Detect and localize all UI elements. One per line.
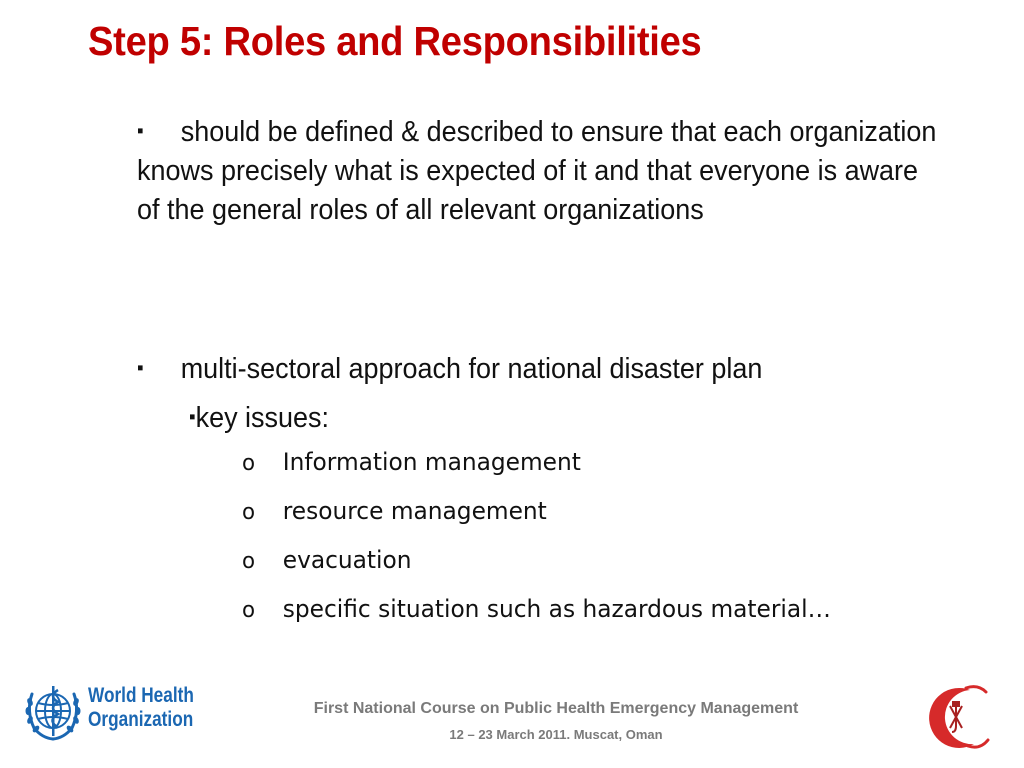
key-issues-text: key issues: [195,402,330,434]
square-bullet-icon: ▪ [189,406,196,428]
bullet-text: multi-sectoral approach for national disaster plan [180,353,763,385]
sub-item-specific-situation [242,595,831,623]
bullet-paragraph-multisectoral [137,349,909,389]
circle-bullet-icon: o [242,451,256,476]
who-wordmark [88,684,194,732]
square-bullet-icon: ▪ [137,357,144,379]
who-name-line1: World Health [88,684,194,707]
key-issues-heading [189,398,961,438]
sub-item-evacuation [242,546,412,574]
footer-course-title: First National Course on Public Health Emergency Management [313,700,799,717]
square-bullet-icon: ▪ [137,120,144,142]
circle-bullet-icon: o [242,598,256,623]
circle-bullet-icon: o [242,549,256,574]
bullet-paragraph-roles [137,112,946,230]
circle-bullet-icon: o [242,500,256,525]
sub-item-information-management [242,448,581,476]
slide-title: Step 5: Roles and Responsibilities [88,18,702,64]
sub-item-text: Information management [282,448,581,476]
sub-item-text: resource management [282,497,547,525]
red-crescent-emblem-icon [912,682,996,752]
bullet-text: should be defined & described to ensure that each organization knows precisely what is expected of it and that everyone is aware of the general roles of all relevant organizations [137,116,937,226]
who-logo [22,680,200,742]
footer-date: 12 – 23 March 2011. Muscat, Oman [449,727,663,742]
sub-item-text: specific situation such as hazardous material… [282,595,831,623]
sub-item-resource-management [242,497,547,525]
who-emblem-icon [22,680,84,742]
who-name-line2: Organization [88,708,194,731]
sub-item-text: evacuation [282,546,412,574]
